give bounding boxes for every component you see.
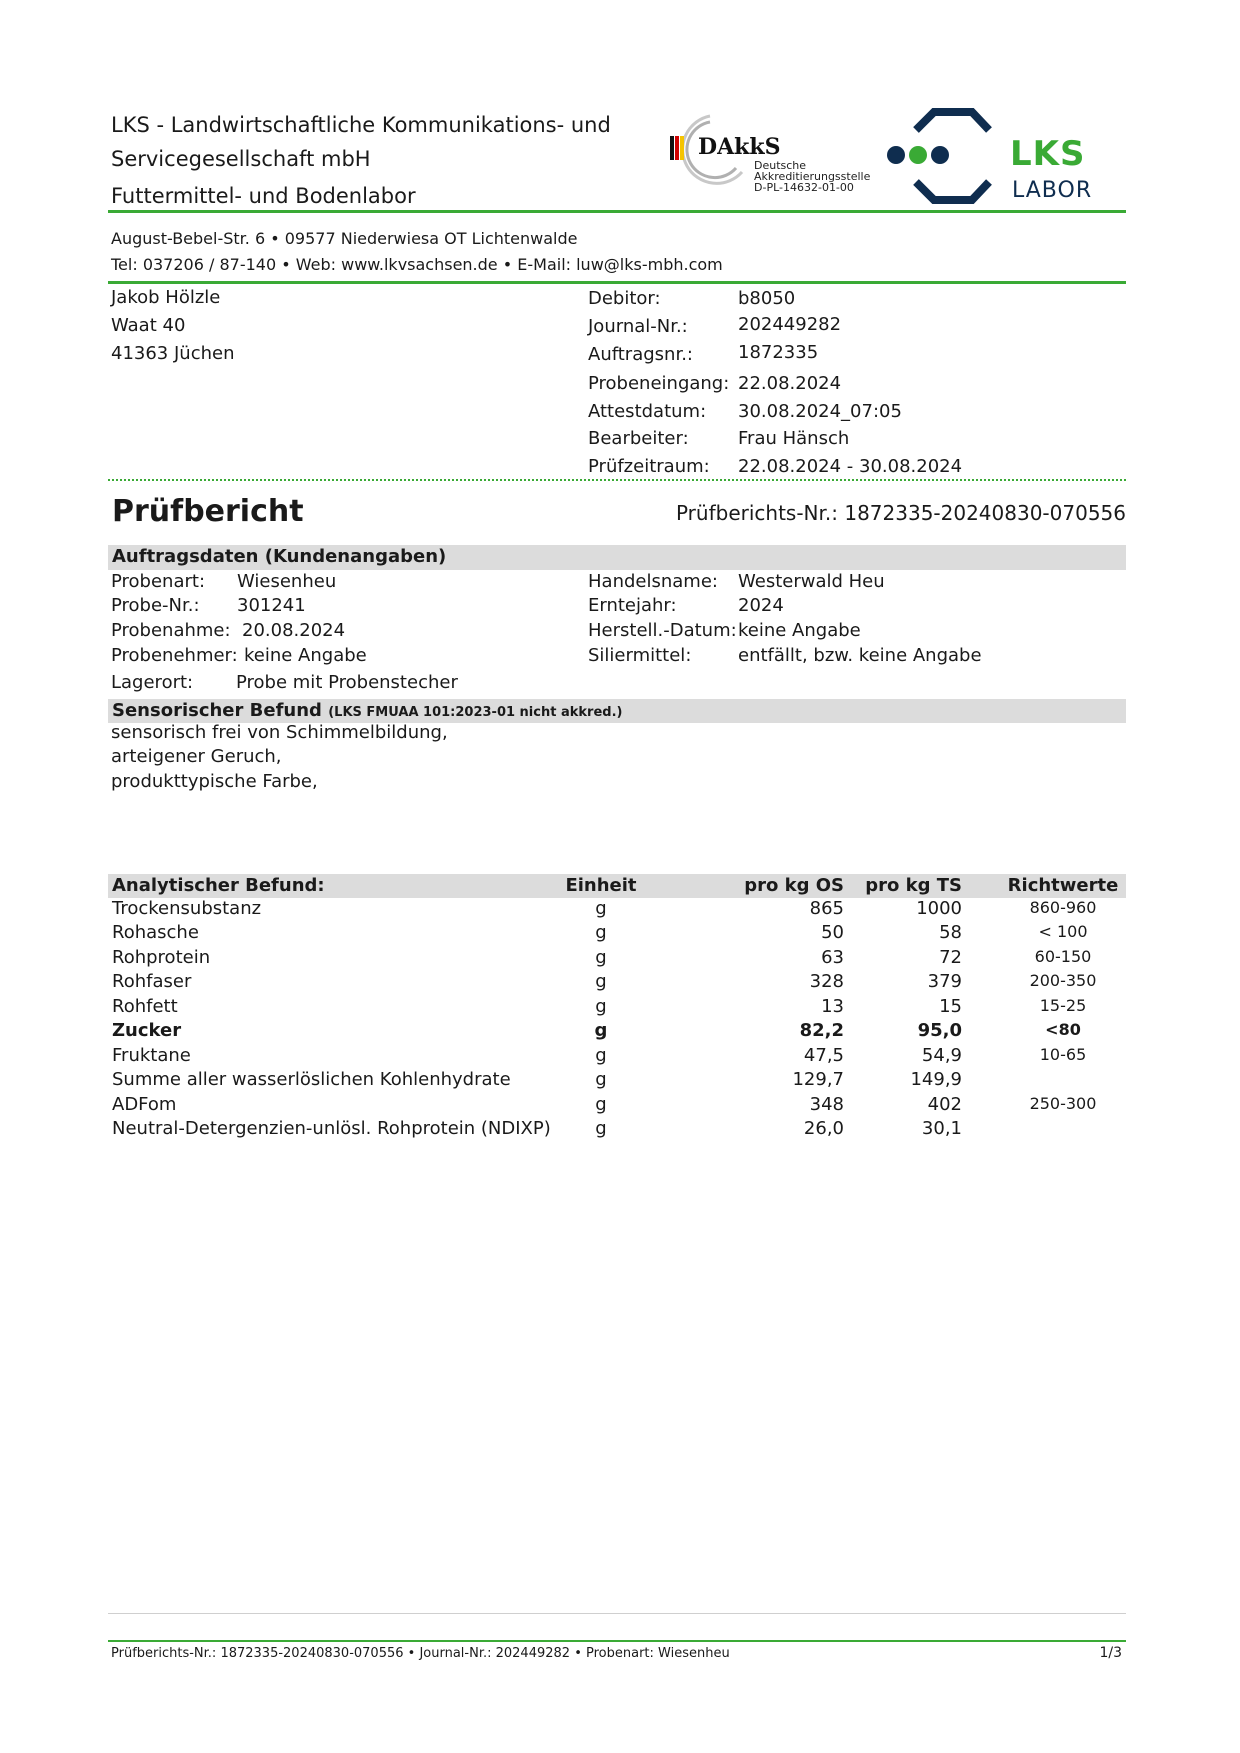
- sampling-date-value: 20.08.2024: [242, 620, 346, 641]
- table-row: Fruktane g 47,5 54,9 10-65: [112, 1045, 1087, 1066]
- table-row: ADFom g 348 402 250-300: [112, 1094, 1097, 1115]
- sensory-line-3: produkttypische Farbe,: [111, 771, 318, 792]
- test-period-label: Prüfzeitraum:: [588, 456, 710, 477]
- production-date-value: keine Angabe: [738, 620, 861, 641]
- dakks-logo: [668, 112, 871, 194]
- company-address: August-Bebel-Str. 6 • 09577 Niederwiesa OT Lichtenwalde: [111, 229, 578, 248]
- header-divider: [108, 210, 1126, 213]
- sample-no-label: Probe-Nr.:: [111, 595, 200, 616]
- table-row-highlight: Zucker g 82,2 95,0 <80: [112, 1020, 1081, 1041]
- table-row: Rohasche g 50 58 < 100: [112, 922, 1088, 943]
- recipient-name: Jakob Hölzle: [111, 287, 221, 308]
- unit-column-header: Einheit: [565, 875, 637, 896]
- dakks-code: D-PL-14632-01-00: [754, 181, 854, 194]
- sample-type-label: Probenart:: [111, 571, 206, 592]
- address-divider: [108, 281, 1126, 284]
- table-row: Neutral-Detergenzien-unlösl. Rohprotein (NDIXP) g 26,0 30,1: [112, 1118, 962, 1139]
- sensory-line-2: arteigener Geruch,: [111, 746, 282, 767]
- harvest-year-value: 2024: [738, 595, 784, 616]
- sensory-heading: Sensorischer Befund: [112, 700, 322, 721]
- page-number: 1/3: [1099, 1645, 1122, 1661]
- sample-no-value: 301241: [237, 595, 306, 616]
- table-row: Rohprotein g 63 72 60-150: [112, 947, 1092, 968]
- test-period-value: 22.08.2024 - 30.08.2024: [738, 456, 963, 477]
- attest-label: Attestdatum:: [588, 401, 707, 422]
- silage-agent-value: entfällt, bzw. keine Angabe: [738, 645, 982, 666]
- company-name-line-1: LKS - Landwirtschaftliche Kommunikations- und: [111, 113, 611, 137]
- debitor-value: b8050: [738, 288, 796, 309]
- table-row: Rohfett g 13 15 15-25: [112, 996, 1087, 1017]
- order-value: 1872335: [738, 342, 819, 363]
- sampling-date-label: Probenahme:: [111, 620, 231, 641]
- processor-label: Bearbeiter:: [588, 428, 689, 449]
- debitor-label: Debitor:: [588, 288, 661, 309]
- analysis-heading: Analytischer Befund:: [112, 875, 325, 896]
- sensory-method: (LKS FMUAA 101:2023-01 nicht akkred.): [328, 705, 623, 720]
- sampler-value: keine Angabe: [244, 645, 367, 666]
- journal-value: 202449282: [738, 314, 842, 335]
- processor-value: Frau Hänsch: [738, 428, 850, 449]
- page-title: Prüfbericht: [112, 494, 304, 529]
- table-row: Summe aller wasserlöslichen Kohlenhydrate g 129,7 149,9: [112, 1069, 962, 1090]
- recipient-city: 41363 Jüchen: [111, 343, 235, 364]
- harvest-year-label: Erntejahr:: [588, 595, 677, 616]
- lks-labor-logo: [884, 108, 1094, 204]
- lks-octagon-icon: [884, 108, 1004, 204]
- storage-value: Probe mit Probenstecher: [236, 672, 458, 693]
- silage-agent-label: Siliermittel:: [588, 645, 692, 666]
- table-row: Trockensubstanz g 865 1000 860-960: [112, 898, 1097, 919]
- sample-type-value: Wiesenheu: [237, 571, 337, 592]
- company-name-line-2: Servicegesellschaft mbH: [111, 147, 371, 171]
- sensory-line-1: sensorisch frei von Schimmelbildung,: [111, 722, 448, 743]
- order-data-header: [108, 545, 1126, 570]
- report-number: Prüfberichts-Nr.: 1872335-20240830-070556: [675, 501, 1126, 525]
- recipient-street: Waat 40: [111, 315, 186, 336]
- sampler-label: Probenehmer:: [111, 645, 238, 666]
- attest-value: 30.08.2024_07:05: [738, 401, 902, 422]
- table-row: Rohfaser g 328 379 200-350: [112, 971, 1097, 992]
- lab-name: Futtermittel- und Bodenlabor: [111, 184, 416, 208]
- lks-logo-text: LKS: [1010, 134, 1086, 174]
- order-label: Auftragsnr.:: [588, 344, 693, 365]
- labor-logo-text: LABOR: [1012, 178, 1093, 203]
- os-column-header: pro kg OS: [744, 875, 844, 896]
- receipt-value: 22.08.2024: [738, 373, 842, 394]
- dakks-name: DAkkS: [698, 134, 781, 160]
- dakks-line-1: Deutsche: [754, 159, 807, 172]
- sensory-header: [108, 699, 1126, 723]
- footer-text: Prüfberichts-Nr.: 1872335-20240830-070556 • Journal-Nr.: 202449282 • Probenart: Wiesenheu: [111, 1646, 730, 1661]
- meta-divider: [108, 479, 1126, 481]
- footer-divider: [108, 1640, 1126, 1642]
- order-data-heading: Auftragsdaten (Kundenangaben): [112, 546, 447, 567]
- analysis-header: [108, 874, 1126, 898]
- trade-name-label: Handelsname:: [588, 571, 718, 592]
- dakks-line-2: Akkreditierungsstelle: [754, 170, 871, 183]
- ts-column-header: pro kg TS: [865, 875, 962, 896]
- guide-value-column-header: Richtwerte: [1007, 875, 1119, 896]
- production-date-label: Herstell.-Datum:: [588, 620, 737, 641]
- journal-label: Journal-Nr.:: [588, 316, 688, 337]
- company-contact: Tel: 037206 / 87-140 • Web: www.lkvsachsen.de • E-Mail: luw@lks-mbh.com: [111, 255, 723, 274]
- storage-label: Lagerort:: [111, 672, 194, 693]
- footer-gray-rule: [108, 1613, 1126, 1614]
- receipt-label: Probeneingang:: [588, 373, 730, 394]
- trade-name-value: Westerwald Heu: [738, 571, 885, 592]
